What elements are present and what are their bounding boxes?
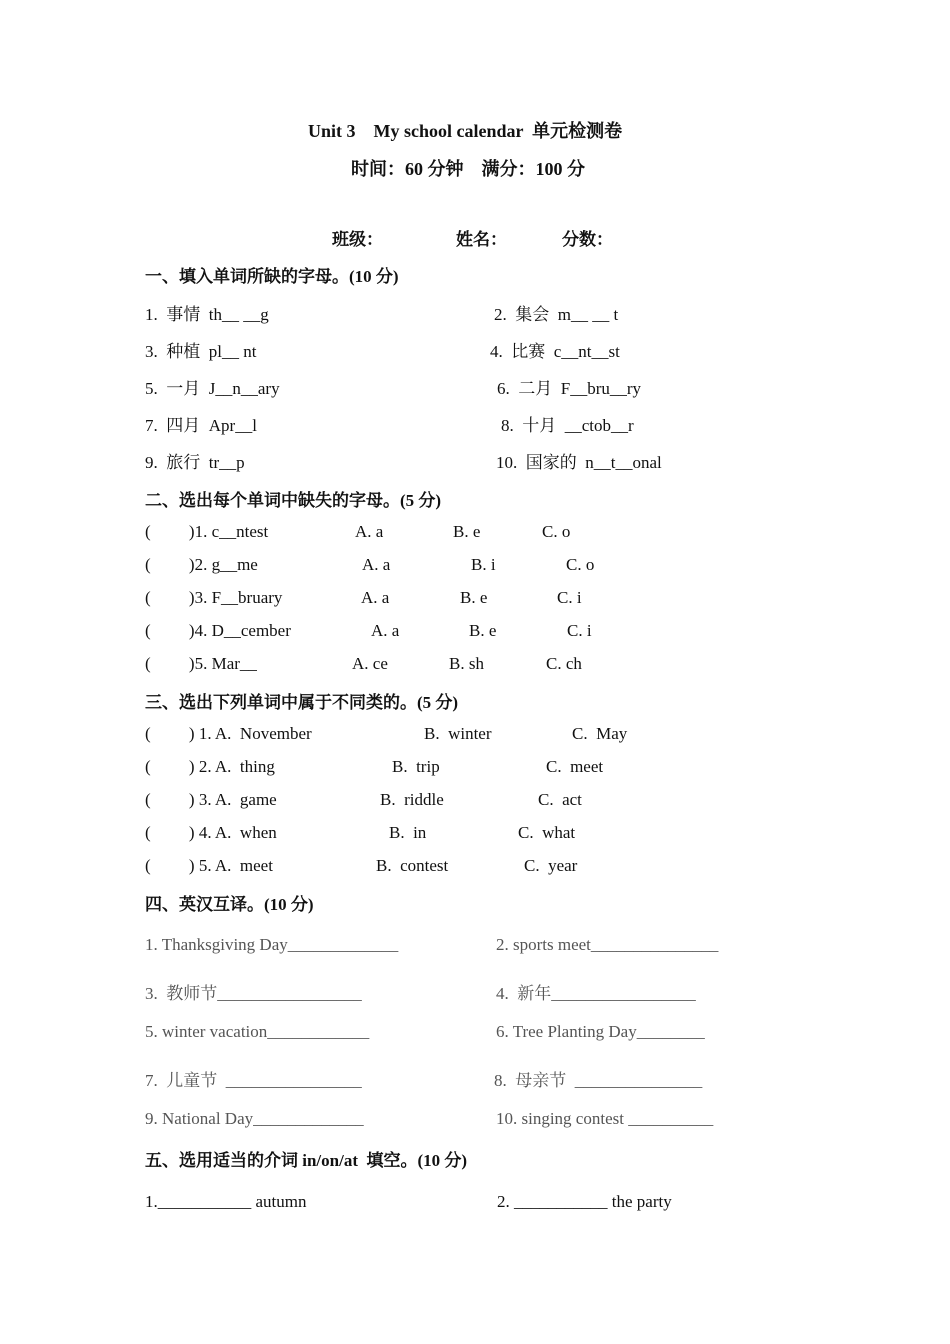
question-text: ( ) 2. A. thing — [145, 757, 275, 776]
list-item: 7. 儿童节 ________________ — [145, 1071, 362, 1090]
section1-heading: 一、填入单词所缺的字母。(10 分) — [145, 267, 399, 286]
question-text: ( ) 4. A. when — [145, 823, 277, 842]
question-text: ( )1. c__ntest — [145, 522, 269, 541]
list-item: 6. Tree Planting Day________ — [496, 1022, 705, 1041]
list-item: 5. winter vacation____________ — [145, 1022, 370, 1041]
list-item: 6. 二月 F__bru__ry — [497, 379, 642, 398]
option-c: C. o — [566, 555, 595, 574]
page-subtitle: 时间：60 分钟 满分：100 分 — [351, 159, 585, 179]
page-title: Unit 3 My school calendar 单元检测卷 — [308, 121, 623, 141]
section3-heading: 三、选出下列单词中属于不同类的。(5 分) — [145, 693, 459, 712]
list-item: 9. National Day_____________ — [145, 1109, 364, 1128]
list-item: 2. ___________ the party — [497, 1192, 672, 1211]
section5-heading: 五、选用适当的介词 in/on/at 填空。(10 分) — [145, 1151, 468, 1170]
list-item: 10. singing contest __________ — [496, 1109, 714, 1128]
option-a: A. a — [371, 621, 400, 640]
list-item: 8. 母亲节 _______________ — [494, 1071, 703, 1090]
option-c: C. May — [572, 724, 628, 743]
list-item: 4. 新年_________________ — [496, 984, 696, 1003]
list-item: 8. 十月 __ctob__r — [501, 416, 634, 435]
list-item: 5. 一月 J__n__ary — [145, 379, 280, 398]
section4-heading: 四、英汉互译。(10 分) — [145, 895, 314, 914]
list-item: 1. 事情 th__ __g — [145, 305, 269, 324]
option-a: A. a — [355, 522, 384, 541]
question-text: ( ) 5. A. meet — [145, 856, 273, 875]
option-c: C. year — [524, 856, 578, 875]
option-c: C. i — [557, 588, 582, 607]
question-text: ( )4. D__cember — [145, 621, 291, 640]
option-b: B. in — [389, 823, 427, 842]
option-c: C. o — [542, 522, 571, 541]
score-label: 分数： — [562, 230, 613, 249]
option-a: A. a — [361, 588, 390, 607]
option-b: B. sh — [449, 654, 484, 673]
list-item: 9. 旅行 tr__p — [145, 453, 245, 472]
option-a: A. a — [362, 555, 391, 574]
option-c: C. meet — [546, 757, 604, 776]
option-b: B. e — [469, 621, 497, 640]
question-text: ( ) 1. A. November — [145, 724, 312, 743]
option-b: B. e — [460, 588, 488, 607]
list-item: 2. 集会 m__ __ t — [494, 305, 619, 324]
option-b: B. riddle — [380, 790, 444, 809]
option-a: A. ce — [352, 654, 388, 673]
option-c: C. ch — [546, 654, 582, 673]
list-item: 1. Thanksgiving Day_____________ — [145, 935, 399, 954]
list-item: 4. 比赛 c__nt__st — [490, 342, 620, 361]
option-b: B. e — [453, 522, 481, 541]
question-text: ( )3. F__bruary — [145, 588, 283, 607]
option-c: C. what — [518, 823, 576, 842]
option-b: B. i — [471, 555, 496, 574]
section2-heading: 二、选出每个单词中缺失的字母。(5 分) — [145, 491, 442, 510]
name-label: 姓名： — [456, 230, 507, 249]
list-item: 3. 教师节_________________ — [145, 984, 362, 1003]
list-item: 2. sports meet_______________ — [496, 935, 719, 954]
list-item: 10. 国家的 n__t__onal — [496, 453, 662, 472]
option-c: C. i — [567, 621, 592, 640]
class-label: 班级： — [332, 230, 383, 249]
option-b: B. winter — [424, 724, 492, 743]
option-c: C. act — [538, 790, 582, 809]
list-item: 3. 种植 pl__ nt — [145, 342, 257, 361]
question-text: ( )5. Mar__ — [145, 654, 257, 673]
option-b: B. trip — [392, 757, 440, 776]
option-b: B. contest — [376, 856, 449, 875]
question-text: ( ) 3. A. game — [145, 790, 277, 809]
list-item: 7. 四月 Apr__l — [145, 416, 257, 435]
question-text: ( )2. g__me — [145, 555, 258, 574]
list-item: 1.___________ autumn — [145, 1192, 307, 1211]
